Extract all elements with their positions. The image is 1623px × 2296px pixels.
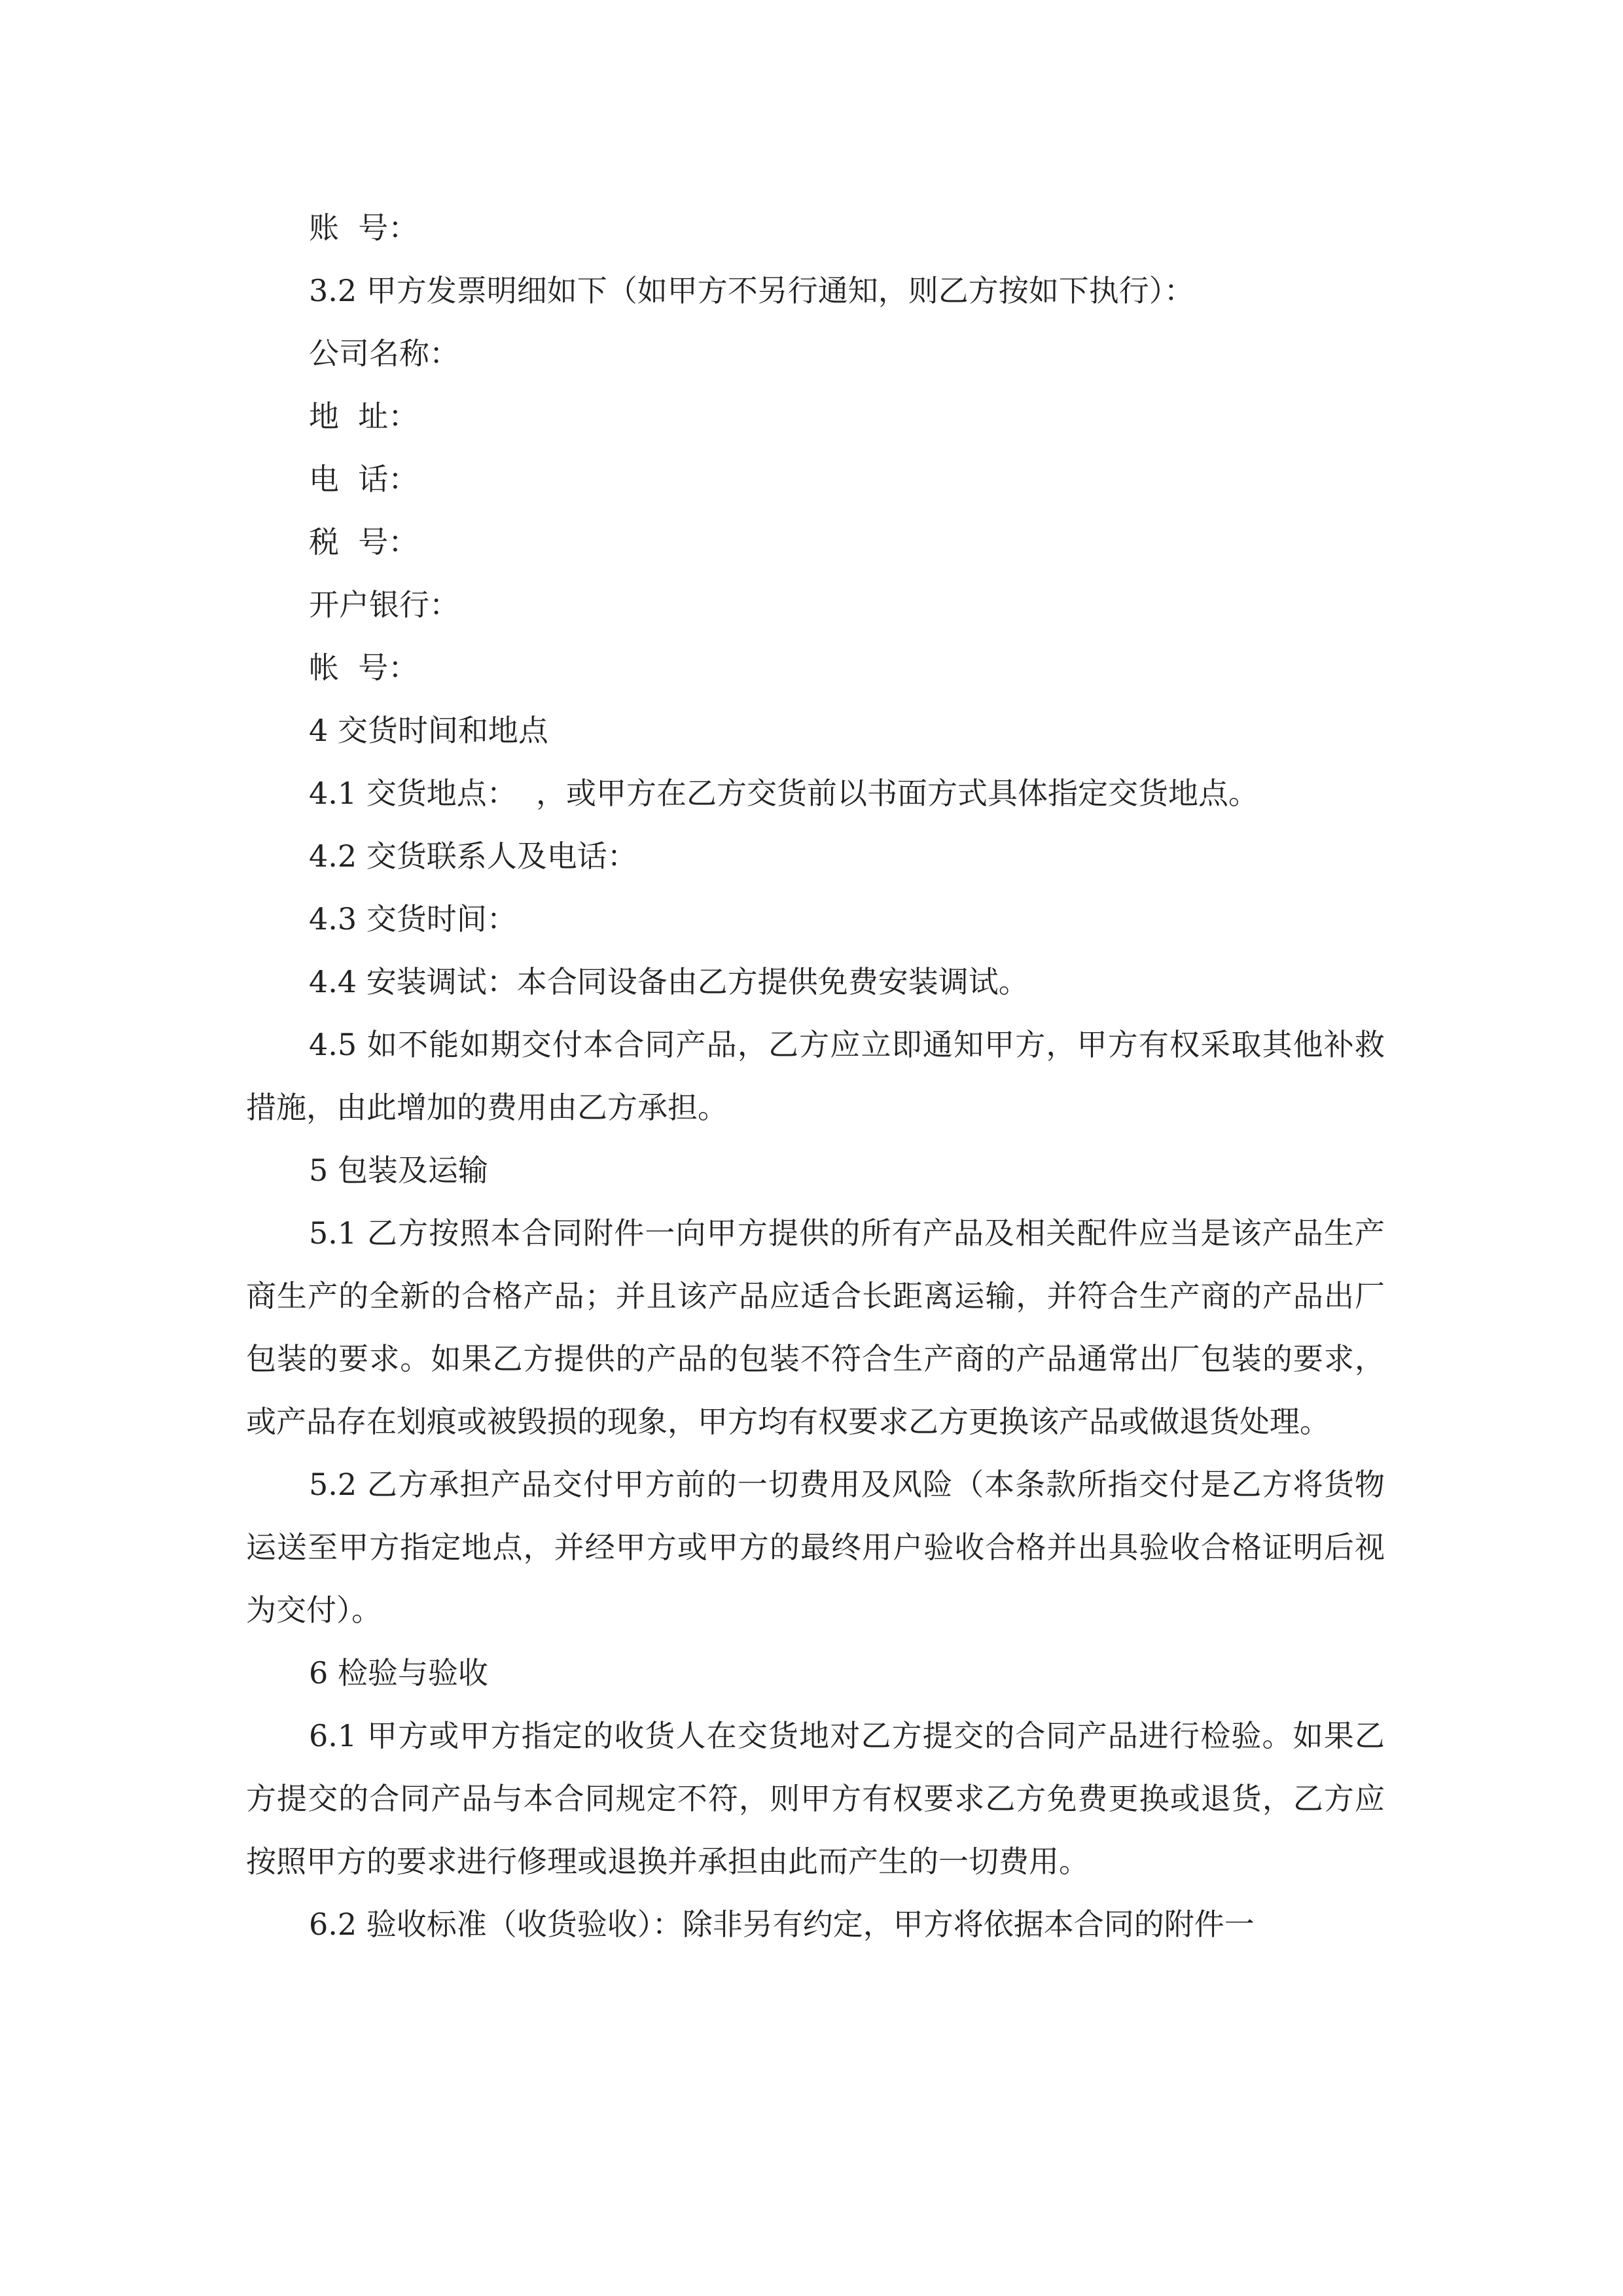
bank-account-line: 帐 号： — [309, 650, 419, 685]
clause-4-5: 4.5 如不能如期交付本合同产品，乙方应立即通知甲方，甲方有权采取其他补救措施，由此增加的费用由乙方承担。 — [246, 1027, 1385, 1125]
company-name-line: 公司名称： — [309, 336, 459, 371]
clause-5-2: 5.2 乙方承担产品交付甲方前的一切费用及风险（本条款所指交付是乙方将货物运送至甲方指定地点，并经甲方或甲方的最终用户验收合格并出具验收合格证明后视为交付）。 — [246, 1467, 1385, 1628]
section-4-heading: 4 交货时间和地点 — [309, 713, 548, 748]
phone-line: 电 话： — [309, 461, 419, 497]
clause-5-1: 5.1 乙方按照本合同附件一向甲方提供的所有产品及相关配件应当是该产品生产商生产的全新的合格产品；并且该产品应适合长距离运输，并符合生产商的产品出厂包装的要求。如果乙方提供的产品的包装不符合生产商的产品通常出厂包装的要求，或产品存在划痕或被毁损的现象，甲方均有权要求乙方更换该产品或做退货处理。 — [246, 1215, 1385, 1439]
section-5-heading: 5 包装及运输 — [309, 1153, 488, 1188]
address-line: 地 址： — [309, 399, 419, 434]
clause-6-1: 6.1 甲方或甲方指定的收货人在交货地对乙方提交的合同产品进行检验。如果乙方提交的合同产品与本合同规定不符，则甲方有权要求乙方免费更换或退货，乙方应按照甲方的要求进行修理或退换并承担由此而产生的一切费用。 — [246, 1718, 1385, 1879]
clause-4-3: 4.3 交货时间： — [309, 901, 517, 937]
section-6-heading: 6 检验与验收 — [309, 1655, 488, 1691]
document-body — [246, 196, 1385, 1956]
clause-3-2: 3.2 甲方发票明细如下（如甲方不另行通知，则乙方按如下执行）： — [309, 273, 1194, 308]
clause-4-2: 4.2 交货联系人及电话： — [309, 838, 637, 874]
bank-line: 开户银行： — [309, 587, 459, 622]
clause-4-4: 4.4 安装调试：本合同设备由乙方提供免费安装调试。 — [309, 964, 1029, 999]
clause-6-2: 6.2 验收标准（收货验收）：除非另有约定，甲方将依据本合同的附件一 — [309, 1907, 1255, 1942]
clause-4-1: 4.1 交货地点： ，或甲方在乙方交货前以书面方式具体指定交货地点。 — [309, 776, 1259, 811]
tax-number-line: 税 号： — [309, 524, 419, 560]
account-number-line: 账 号： — [309, 210, 419, 245]
